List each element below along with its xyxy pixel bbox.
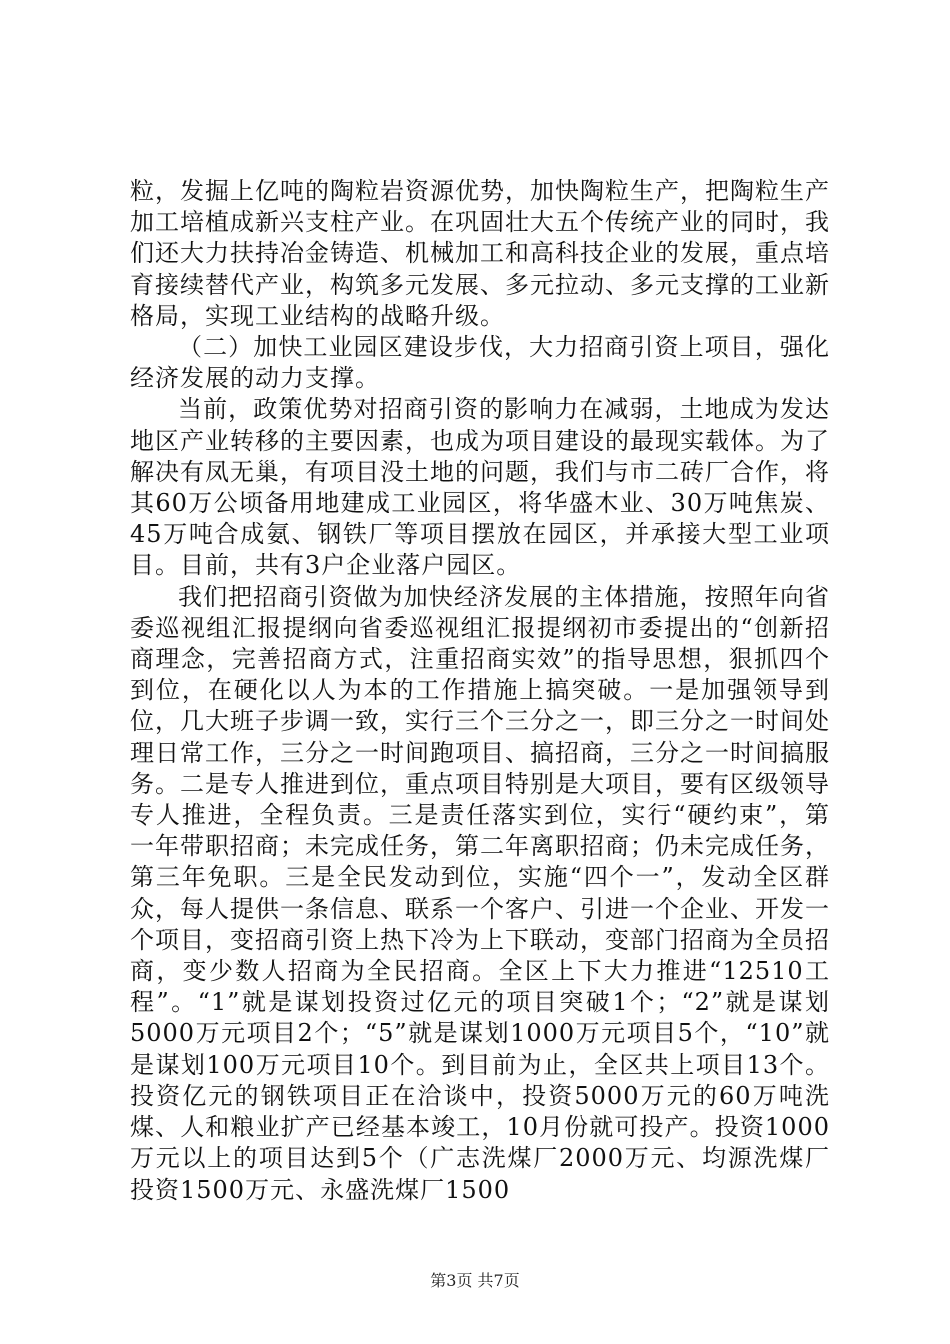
paragraph-land: 当前，政策优势对招商引资的影响力在减弱，土地成为发达地区产业转移的主要因素，也成为项目建设的最现实载体。为了解决有凤无巢，有项目没土地的问题，我们与市二砖厂合作，将其60万公顷备用地建成工业园区，将华盛木业、30万吨焦炭、45万吨合成氨、钢铁厂等项目摆放在园区，并承接大型工业项目。目前，共有3户企业落户园区。: [130, 395, 830, 580]
paragraph-investment: 我们把招商引资做为加快经济发展的主体措施，按照年向省委巡视组汇报提纲向省委巡视组汇报提纲初市委提出的“创新招商理念，完善招商方式，注重招商实效”的指导思想，狠抓四个到位，在硬化以人为本的工作措施上搞突破。一是加强领导到位，几大班子步调一致，实行三个三分之一，即三分之一时间处理日常工作，三分之一时间跑项目、搞招商，三分之一时间搞服务。二是专人推进到位，重点项目特别是大项目，要有区级领导专人推进，全程负责。三是责任落实到位，实行“硬约束”，第一年带职招商；未完成任务，第二年离职招商；仍未完成任务，第三年免职。三是全民发动到位，实施“四个一”，发动全区群众，每人提供一条信息、联系一个客户、引进一个企业、开发一个项目，变招商引资上热下冷为上下联动，变部门招商为全员招商，变少数人招商为全民招商。全区上下大力推进“12510工程”。“1”就是谋划投资过亿元的项目突破1个；“2”就是谋划5000万元项目2个；“5”就是谋划1000万元项目5个，“10”就是谋划100万元项目10个。到目前为止，全区共上项目13个。投资亿元的钢铁项目正在洽谈中，投资5000万元的60万吨洗煤、人和粮业扩产已经基本竣工，10月份就可投产。投资1000万元以上的项目达到5个（广志洗煤厂2000万元、均源洗煤厂投资1500万元、永盛洗煤厂1500: [130, 582, 830, 1204]
page-number-footer: 第3页 共7页: [430, 1271, 520, 1290]
paragraph-continuation: 粒，发掘上亿吨的陶粒岩资源优势，加快陶粒生产，把陶粒生产加工培植成新兴支柱产业。在巩固壮大五个传统产业的同时，我们还大力扶持冶金铸造、机械加工和高科技企业的发展，重点培育接续替代产业，构筑多元发展、多元拉动、多元支撑的工业新格局，实现工业结构的战略升级。: [130, 177, 830, 330]
section-heading: （二）加快工业园区建设步伐，大力招商引资上项目，强化经济发展的动力支撑。: [130, 333, 830, 393]
document-body: [130, 176, 830, 1206]
